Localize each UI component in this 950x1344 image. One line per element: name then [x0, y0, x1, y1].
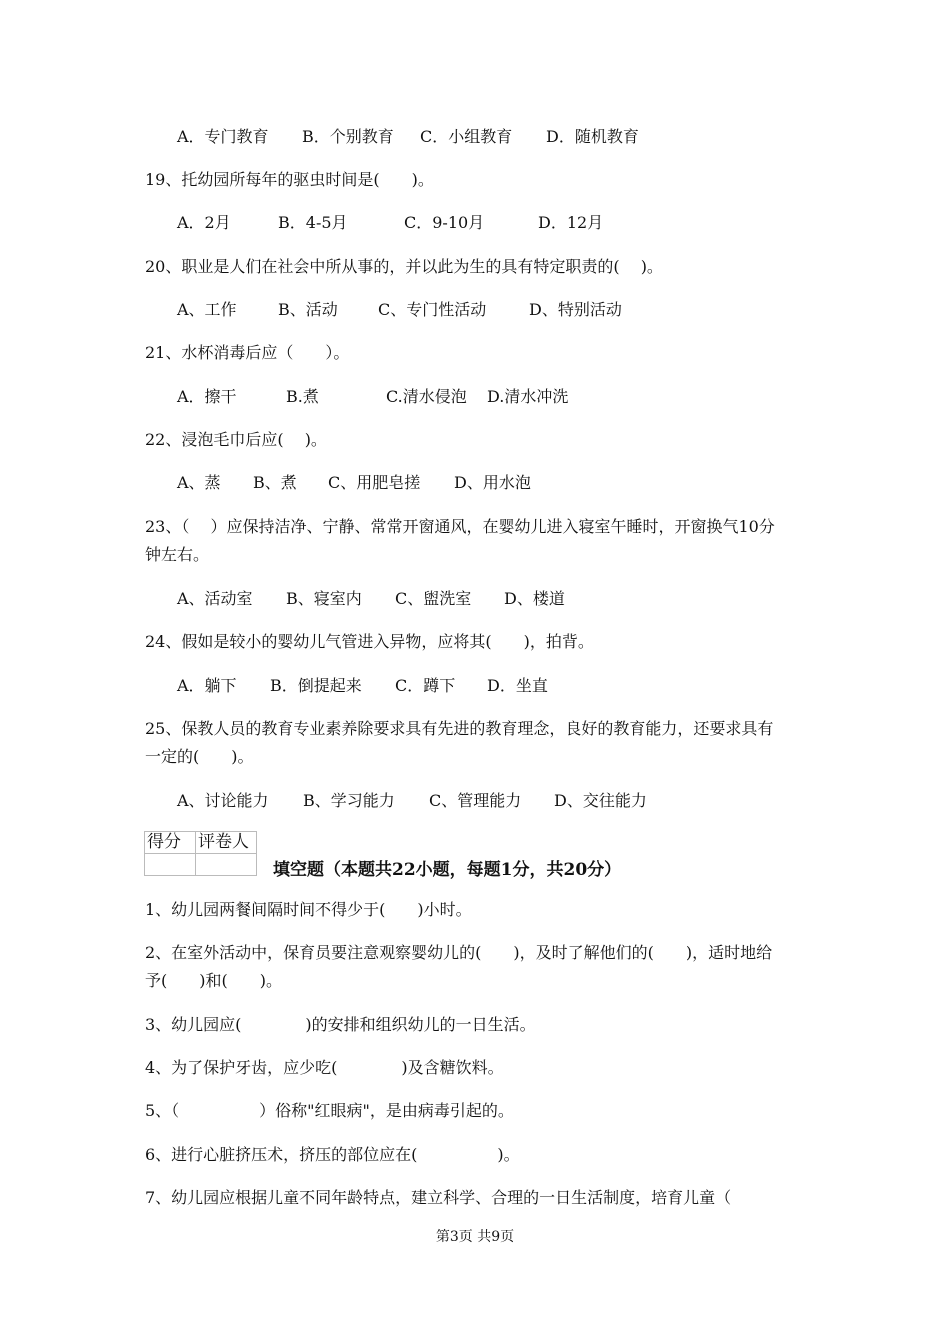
- fill-q7: 7、幼儿园应根据儿童不同年龄特点，建立科学、合理的一日生活制度，培育儿童（: [145, 1188, 732, 1207]
- fill-q6: 6、进行心脏挤压术，挤压的部位应在( )。: [145, 1145, 520, 1164]
- score-cell: [145, 854, 196, 876]
- q25-option-c: C、管理能力: [429, 791, 522, 810]
- q21-stem: 21、水杯消毒后应（ ）。: [145, 343, 350, 362]
- section-title: 填空题（本题共22小题，每题1分，共20分）: [273, 860, 622, 880]
- q23-stem-line2: 钟左右。: [145, 545, 210, 564]
- q20-option-c: C、专门性活动: [378, 300, 487, 319]
- q24-option-a: A．躺下: [177, 676, 237, 695]
- q23-stem-line1: 23、（ ）应保持洁净、宁静、常常开窗通风，在婴幼儿进入寝室午睡时，开窗换气10分: [145, 517, 775, 536]
- score-table: [144, 831, 257, 876]
- fill-q3: 3、幼儿园应( )的安排和组织幼儿的一日生活。: [145, 1015, 536, 1034]
- grader-cell: [196, 854, 257, 876]
- q22-option-c: C、用肥皂搓: [328, 473, 421, 492]
- q24-option-c: C．蹲下: [395, 676, 456, 695]
- q21-option-d: D.清水冲洗: [487, 387, 569, 406]
- q23-option-c: C、盥洗室: [395, 589, 472, 608]
- q19-option-d: D．12月: [538, 213, 604, 232]
- q19-option-a: A．2月: [177, 213, 231, 232]
- q21-option-b: B.煮: [286, 387, 319, 406]
- q25-option-a: A、讨论能力: [177, 791, 269, 810]
- q24-stem: 24、假如是较小的婴幼儿气管进入异物，应将其( )，拍背。: [145, 632, 594, 651]
- q25-stem-line1: 25、保教人员的教育专业素养除要求具有先进的教育理念，良好的教育能力，还要求具有: [145, 719, 774, 738]
- q18-option-c: C．小组教育: [420, 127, 513, 146]
- q22-option-b: B、煮: [253, 473, 297, 492]
- q22-option-d: D、用水泡: [454, 473, 531, 492]
- q18-option-b: B．个别教育: [302, 127, 394, 146]
- q23-option-d: D、楼道: [504, 589, 565, 608]
- score-label: 得分: [145, 832, 196, 854]
- q20-option-a: A、工作: [177, 300, 237, 319]
- fill-q2-line2: 予( )和( )。: [145, 971, 282, 990]
- q24-option-b: B．倒提起来: [270, 676, 362, 695]
- q20-option-d: D、特别活动: [529, 300, 622, 319]
- fill-q5: 5、（ ）俗称"红眼病"，是由病毒引起的。: [145, 1101, 514, 1120]
- q23-option-a: A、活动室: [177, 589, 253, 608]
- grader-label: 评卷人: [196, 832, 257, 854]
- q19-option-c: C．9-10月: [404, 213, 485, 232]
- q18-option-a: A．专门教育: [177, 127, 269, 146]
- q19-stem: 19、托幼园所每年的驱虫时间是( )。: [145, 170, 434, 189]
- q22-option-a: A、蒸: [177, 473, 221, 492]
- q23-option-b: B、寝室内: [286, 589, 362, 608]
- q20-option-b: B、活动: [278, 300, 338, 319]
- q18-option-d: D．随机教育: [546, 127, 639, 146]
- fill-q4: 4、为了保护牙齿，应少吃( )及含糖饮料。: [145, 1058, 504, 1077]
- q24-option-d: D．坐直: [487, 676, 548, 695]
- q25-option-d: D、交往能力: [554, 791, 647, 810]
- q22-stem: 22、浸泡毛巾后应( )。: [145, 430, 327, 449]
- fill-q1: 1、幼儿园两餐间隔时间不得少于( )小时。: [145, 900, 472, 919]
- q20-stem: 20、职业是人们在社会中所从事的，并以此为生的具有特定职责的( )。: [145, 257, 663, 276]
- fill-q2-line1: 2、在室外活动中，保育员要注意观察婴幼儿的( )，及时了解他们的( )，适时地给: [145, 943, 773, 962]
- q25-option-b: B、学习能力: [303, 791, 395, 810]
- page-number: 第3页 共9页: [435, 1229, 515, 1245]
- q21-option-c: C.清水侵泡: [386, 387, 467, 406]
- q25-stem-line2: 一定的( )。: [145, 747, 254, 766]
- q19-option-b: B．4-5月: [278, 213, 348, 232]
- q21-option-a: A．擦干: [177, 387, 237, 406]
